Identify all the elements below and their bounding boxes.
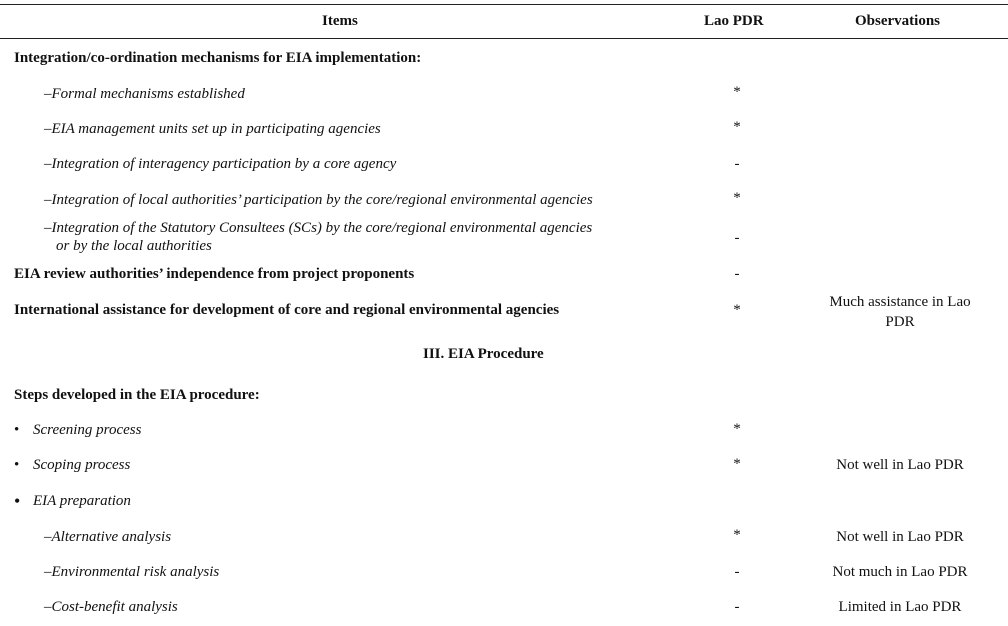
row-mark: - (734, 156, 740, 172)
row-mark: - (734, 266, 740, 282)
table-top-rule (0, 4, 1008, 5)
row-mark: * (733, 302, 741, 318)
row-observation: Not well in Lao PDR (836, 457, 964, 473)
header-rule (0, 38, 1008, 39)
row-label: EIA review authorities’ independence from project proponents (14, 266, 415, 282)
row-label: EIA preparation (33, 493, 131, 509)
row-label: –Alternative analysis (44, 529, 172, 545)
header-items: Items (322, 13, 358, 29)
section-heading: III. EIA Procedure (423, 346, 544, 362)
header-observations: Observations (855, 13, 941, 29)
row-mark: * (733, 190, 741, 206)
row-label: Integration/co-ordination mechanisms for EIA implementation: (14, 50, 422, 66)
row-observation: Much assistance in Lao (829, 294, 971, 310)
bullet-icon: • (14, 491, 21, 511)
row-label: Screening process (33, 422, 142, 438)
row-label: Scoping process (33, 457, 131, 473)
row-label: Steps developed in the EIA procedure: (14, 387, 260, 403)
bullet-icon: • (14, 457, 20, 473)
row-label: –Formal mechanisms established (44, 86, 245, 102)
row-mark: - (734, 564, 740, 580)
row-mark: - (734, 599, 740, 615)
row-label: –Integration of interagency participation by a core agency (44, 156, 397, 172)
row-label: –Cost-benefit analysis (44, 599, 178, 615)
row-mark: - (734, 230, 740, 246)
row-mark: * (733, 119, 741, 135)
row-mark: * (733, 421, 741, 437)
row-label-continued: or by the local authorities (56, 238, 212, 254)
row-observation: Not well in Lao PDR (836, 529, 964, 545)
row-label: –EIA management units set up in participating agencies (44, 121, 381, 137)
row-label: International assistance for development of core and regional environmental agencies (14, 302, 560, 318)
row-observation: Not much in Lao PDR (832, 564, 968, 580)
row-mark: * (733, 84, 741, 100)
row-label: –Integration of local authorities’ participation by the core/regional environmental agencies (44, 192, 593, 208)
bullet-icon: • (14, 422, 20, 438)
row-label: –Environmental risk analysis (44, 564, 220, 580)
row-label: –Integration of the Statutory Consultees (SCs) by the core/regional environmental agencies (44, 220, 593, 236)
row-observation-continued: PDR (885, 314, 915, 330)
row-observation: Limited in Lao PDR (838, 599, 962, 615)
row-mark: * (733, 456, 741, 472)
row-mark: * (733, 527, 741, 543)
header-country: Lao PDR (704, 13, 764, 29)
